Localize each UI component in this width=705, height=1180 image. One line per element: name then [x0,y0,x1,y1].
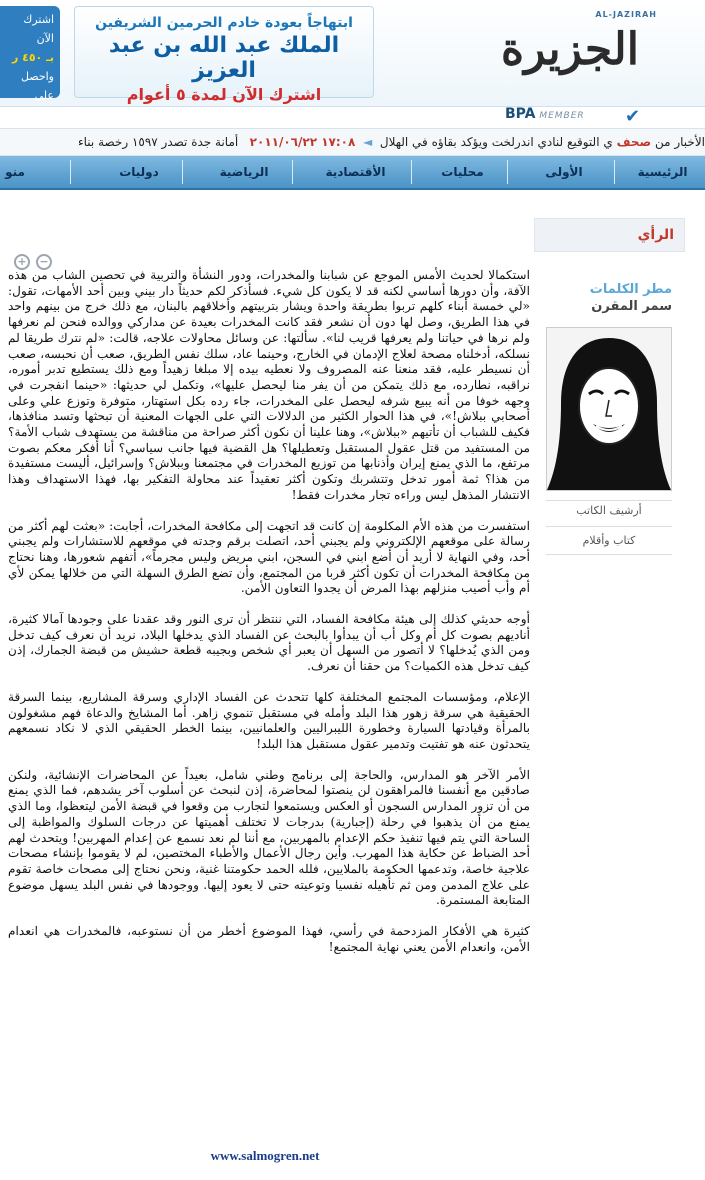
article-paragraph: استكمالا لحديث الأمس الموجع عن شبابنا والمخدرات، ودور النشأة والتربية في تحصين الشاب من هذه الآفة، وأن دورها أساسي لكنه قد لا يكون كل شيء. فسأذكر لكم حديثاً دار بيني وبين أحد الأمهات، تقول: «لي خمسة أبناء كلهم تربوا بطريقة واحدة ويشار بتربيتهم وأخلاقهم بالبنان، مع ذلك خرج من بينهم واحد في هذا الطريق، وصل لها دون أن نشعر فقد كانت المخدرات بعيدة عن مداركي ووالده فنحن لم نعرفها ولم نرها في حياتنا ولم يعرفها قريب لنا». سألتها: عن وسائل محاولات علاجه، قالت: «لم نترك طريقا لم نسلكه، أدخلناه مصحة لعلاج الإدمان في الخارج، وحينما عاد، سلك نفس الطريق، صعب أن نحبسه، صعب أن نسيطر عليه، فقد منعنا عنه المصروف ولا نعطيه بيده إلا مبلغا زهيداً ومع ذلك يستطيع تدبر أموره، نراقبه، نطارده، مع ذلك يتمكن من أن يفر منا ليحصل عليها»، وتكمل لي حديثها: «حينما انفجرت في وجهه خوفا من أنه يبيع شرفه ليحصل على المخدرات، جاء رده بكل استهتار، متوفرة وتوزع علي وعلى أصحابي ببلاش!»، في هذا الحوار الكثير من الدلالات التي على الجهات المعنية أن تبحثها وتسد منافذها، فكيف للشباب أن تأتيهم «ببلاش»، وهنا علينا أن نكون أكثر صراحة من مناقشة من يستهدف شباب الأمة؟ من المستفيد من قتل عقول المستقبل وتعطيلها؟ هل القضية فيها جانب سياسي؟ أنا أفكر معكم بصوت مرتفع، ما الذي يمنع إيران وأذنابها من توزيع المخدرات في مجتمعنا وببلاش؟ وإسرائيل، أليست مستفيدة من هذا؟ ثمة أمور تدخل وتتشربك وتكون أكثر تعقيداً عند محاولة التفكير بها، فهذا الاستهداف وهذا الانتشار المذهل ليس وراءه تجار مخدرات فقط! [8,268,530,502]
article-paragraph: أوجه حديثي كذلك إلى هيئة مكافحة الفساد، التي ننتظر أن ترى النور وقد عقدنا على وجودها آمالا كثيرة، أناديهم بصوت كل أم وكل أب أن يبدأوا بالبحث عن الفساد الذي يدخلها البلاد، نريد أن نعرف كيف تدخل ومن الذي يُدخلها؟ لا أتصور من السهل أن يعبر أي شخص وبجيبه قطعة حشيش من قبضة الجمارك، إذن كيف تدخل هذه الكميات؟ من حقنا أن نعرف. [8,612,530,674]
article-paragraph: الإعلام، ومؤسسات المجتمع المختلفة كلها تتحدث عن الفساد الإداري وسرقة المشاريع، بينما السرقة الحقيقية هي سرقة زهور هذا البلد وأمله في مستقبل تنموي زاهر. أما المشايخ والدعاة فهم مشغولون بالمرأة وقيادتها السيارة وخطورة الليبراليين والعلمانيين، بينما الخطر الحقيقي الذي لا نكاد نسمعهم يتحدثون عنه هو تفتيت وتدمير عقول مستقبل هذا البلد! [8,689,530,751]
nav-divider [507,160,508,184]
ticker-headline-2[interactable]: أمانة جدة تصدر ١٥٩٧ رخصة بناء [78,135,239,149]
ticker-source: صحف [616,135,652,149]
bpa-label: BPA [505,106,536,122]
nav-divider [614,160,615,184]
banner-line-1: ابتهاجاً بعودة خادم الحرمين الشريفين [95,15,353,31]
news-ticker[interactable] [0,128,705,156]
banner-line-2: الملك عبد الله بن عبد العزيز [108,33,340,83]
author-website-link[interactable]: www.salmogren.net [210,1148,320,1163]
sidebar-divider [546,526,672,527]
sidebar-divider [546,554,672,555]
logo-name: الجزيرة [501,24,639,75]
section-header [534,218,685,252]
nav-sports[interactable]: الرياضية [219,165,269,179]
author-archive-link[interactable]: أرشيف الكاتب [576,504,642,517]
promo-left-line: إضافيين [17,108,54,121]
main-nav [0,156,705,190]
zoom-out-icon[interactable]: − [36,254,52,270]
author-sidebar [546,282,672,558]
writers-link[interactable]: كتاب وأقلام [582,534,636,547]
zoom-in-icon[interactable]: + [14,254,30,270]
subscription-ad-left[interactable] [0,6,60,121]
nav-front[interactable]: الأولى [545,165,583,179]
article-paragraph: الأمر الآخر هو المدارس، والحاجة إلى برنامج وطني شامل، بعيداً عن المحاضرات الإنشائية، ولنكن صادقين مع أنفسنا فالمراهقون لن ينصتوا لمحاضرة، إذن لنبحث عن أسلوب آخر يشدهم، فما الذي يمنع من أن تزور المدارس السجون أو العكس ويستمعوا لتجارب من وقعوا في قبضة الأمن ليتعظوا، وما الذي يمنع من أن يذهبوا في رحلة (إجبارية) بدرجات لا تختلف أهميتها عن درجات السلوك والمواظبة إلى الساحة التي يتم فيها تنفيذ حكم الإعدام بالمهربين، مع أننا لم نعد نسمع عن إعدام المهربين! ويتحدث لهم أحد الضباط عن حكاية هذا المهرب. وأين رجال الأعمال والأطباء المختصين، لم لا يقوموا بإنشاء مصحات علاجية خاصة، وتدعمها الحكومة بالملايين، فلله الحمد حكومتنا غنية، ونحن نحتاج إلى مصحات خاصة تقوم على علاج المدمن ومن ثم تأهيله نفسيا وتوعيته حتى لا يعود إليها. ووجودها في نفس البلد يسهل موضوع المتابعة المستمرة. [8,767,530,908]
ticker-date: ١٧:٠٨ ٢٠١١/٠٦/٢٢ [249,135,356,149]
bpa-member-label: MEMBER [539,111,585,121]
article-paragraph: كثيرة هي الأفكار المزدحمة في رأسي، فهذا الموضوع أخطر من أن نستوعبه، فالمخدرات هي انعدام الأمن، وانعدام الأمن يعني نهاية المجتمع! [8,924,530,954]
nav-economy[interactable]: الأقتصادية [325,165,386,179]
author-photo [546,327,672,491]
article-paragraph: استفسرت من هذه الأم المكلومة إن كانت قد اتجهت إلى مكافحة المخدرات، أجابت: «بعثت لهم أكثر من رسالة على موقعهم الإلكتروني ولم يجبني أحد، اتصلت برقم وجدته في موقعهم للاستشارات ولم يجبني أحد، وفي النهاية لا أريد أن أضع ابني في السجن، ابني مريض وليس مجرماً»، أتفهم شعورها، وهنا نحتاج من مكافحة المخدرات أن تكون أكثر قربا من المجتمع، وأن تضع الطرق السهلة التي من خلالها يمكن لأي أم وأب أصيب منزلهم بهذا المرض أن يجدوا التعاون الأمن. [8,518,530,596]
promo-left-line: بـ ٤٥٠ ر [11,51,54,64]
banner-line-3: اشترك الآن لمدة ٥ أعوام [126,85,322,104]
nav-more[interactable]: منو [5,165,25,179]
article-body [8,268,530,1158]
nav-international[interactable]: دوليات [119,165,159,179]
arrow-icon: ◄ [359,135,377,149]
sidebar-divider [546,500,672,501]
nav-divider [292,160,293,184]
logo-tagline: AL-JAZIRAH [595,10,657,19]
nav-divider [411,160,412,184]
nav-home[interactable]: الرئيسية [637,165,688,179]
nav-local[interactable]: محليات [441,165,484,179]
ticker-headline-1[interactable]: ي التوقيع لنادي اندرلخت ويؤكد بقاؤه في الهلال [379,135,613,149]
author-name[interactable]: سمر المقرن [591,299,672,314]
check-icon: ✔ [625,106,641,127]
promo-left-line: اشترك الآن [23,13,54,45]
ticker-prefix: الأخبار من [654,135,705,149]
section-title[interactable]: الرأي [637,227,674,243]
author-portrait-illustration [547,328,671,490]
nav-divider [182,160,183,184]
site-logo[interactable] [475,10,665,90]
column-series-name[interactable]: مطر الكلمات [589,282,672,297]
promo-left-line: واحصل على [20,70,54,102]
nav-divider [70,160,71,184]
subscription-banner[interactable] [74,6,374,104]
